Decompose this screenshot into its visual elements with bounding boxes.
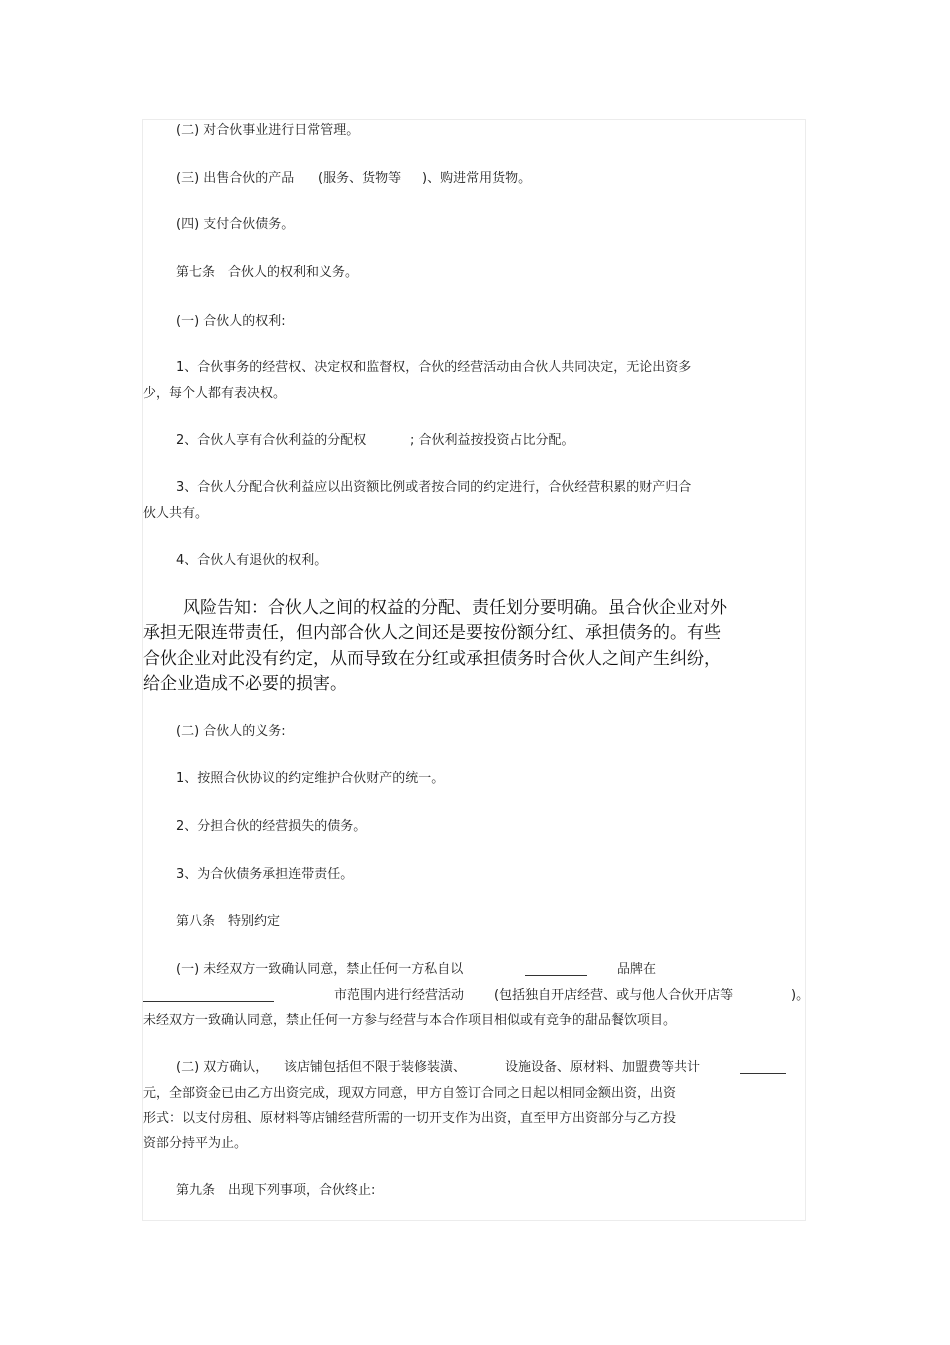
special-1-part-e: )。 bbox=[791, 988, 810, 1003]
special-2-line-4: 资部分持平为止。 bbox=[143, 1136, 248, 1151]
risk-notice-line-1: 风险告知：合伙人之间的权益的分配、责任划分要明确。虽合伙企业对外 bbox=[183, 598, 727, 618]
special-2-part-b: 该店铺包括但不限于装修装潢、 bbox=[284, 1060, 467, 1075]
right-3-line-2: 伙人共有。 bbox=[143, 506, 209, 521]
risk-notice-line-3: 合伙企业对此没有约定，从而导致在分红或承担债务时合伙人之间产生纠纷， bbox=[143, 649, 721, 669]
duty-1: 1、按照合伙协议的约定维护合伙财产的统一。 bbox=[176, 771, 445, 786]
risk-notice-line-2: 承担无限连带责任，但内部合伙人之间还是要按份额分红、承担债务的。有些 bbox=[143, 623, 721, 643]
article-8-heading: 第八条 特别约定 bbox=[176, 914, 281, 929]
duty-2: 2、分担合伙的经营损失的债务。 bbox=[176, 819, 367, 834]
right-3-line-1: 3、合伙人分配合伙利益应以出资额比例或者按合同的约定进行，合伙经营积累的财产归合 bbox=[176, 480, 692, 495]
item-4-pay-debts: (四) 支付合伙债务。 bbox=[176, 217, 295, 232]
right-2-part-b: ; 合伙利益按投资占比分配。 bbox=[410, 433, 575, 448]
right-1-line-2: 少，每个人都有表决权。 bbox=[143, 386, 287, 401]
item-2-daily-management: (二) 对合伙事业进行日常管理。 bbox=[176, 123, 360, 138]
duty-3: 3、为合伙债务承担连带责任。 bbox=[176, 867, 354, 882]
right-4: 4、合伙人有退伙的权利。 bbox=[176, 553, 328, 568]
article-7-heading: 第七条 合伙人的权利和义务。 bbox=[176, 265, 359, 280]
special-1-part-c: 市范围内进行经营活动 bbox=[334, 988, 465, 1003]
special-1-line-3: 未经双方一致确认同意，禁止任何一方参与经营与本合作项目相似或有竞争的甜品餐饮项目。 bbox=[143, 1013, 677, 1028]
amount-blank bbox=[740, 1061, 786, 1074]
special-1-part-a: (一) 未经双方一致确认同意，禁止任何一方私自以 bbox=[176, 962, 464, 977]
special-2-line-3: 形式：以支付房租、原材料等店铺经营所需的一切开支作为出资，直至甲方出资部分与乙方投 bbox=[143, 1111, 677, 1126]
duties-heading: (二) 合伙人的义务: bbox=[176, 724, 286, 739]
right-2-part-a: 2、合伙人享有合伙利益的分配权 bbox=[176, 433, 367, 448]
special-2-part-a: (二) 双方确认， bbox=[176, 1060, 269, 1075]
city-blank bbox=[143, 989, 274, 1002]
brand-blank bbox=[525, 963, 587, 976]
item-3-part-b: (服务、货物等 bbox=[318, 171, 402, 186]
item-3-part-c: )、购进常用货物。 bbox=[422, 171, 532, 186]
special-1-part-b: 品牌在 bbox=[617, 962, 657, 977]
item-3-part-a: (三) 出售合伙的产品 bbox=[176, 171, 295, 186]
risk-notice-line-4: 给企业造成不必要的损害。 bbox=[143, 674, 347, 694]
page-frame bbox=[142, 119, 806, 1221]
special-1-part-d: (包括独自开店经营、或与他人合伙开店等 bbox=[494, 988, 734, 1003]
special-2-part-c: 设施设备、原材料、加盟费等共计 bbox=[505, 1060, 701, 1075]
rights-heading: (一) 合伙人的权利: bbox=[176, 314, 286, 329]
right-1-line-1: 1、合伙事务的经营权、决定权和监督权，合伙的经营活动由合伙人共同决定，无论出资多 bbox=[176, 360, 692, 375]
article-9-heading: 第九条 出现下列事项，合伙终止: bbox=[176, 1183, 376, 1198]
special-2-line-2: 元，全部资金已由乙方出资完成，现双方同意，甲方自签订合同之日起以相同金额出资，出资 bbox=[143, 1086, 677, 1101]
